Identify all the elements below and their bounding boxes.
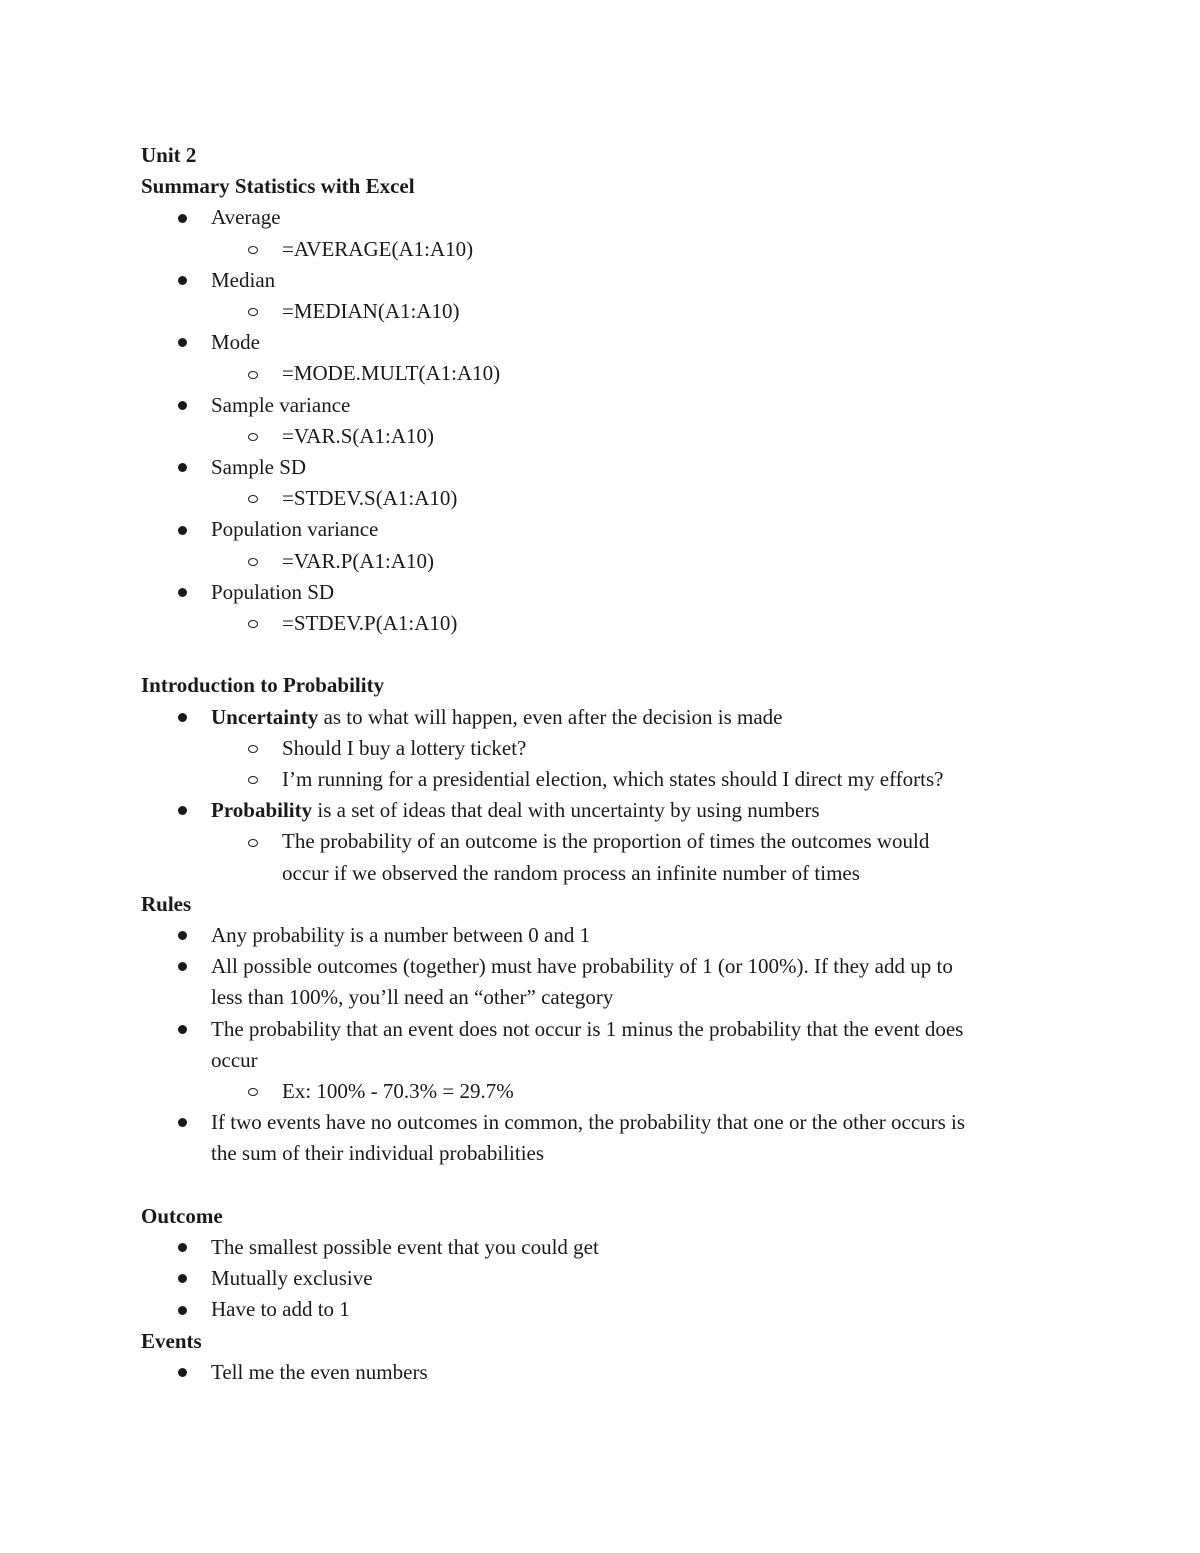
bullet-icon (178, 795, 187, 826)
sub-list-item: =STDEV.P(A1:A10) (141, 608, 1071, 639)
summary-stats-heading: Summary Statistics with Excel (141, 174, 415, 199)
bullet-icon (178, 1014, 187, 1045)
events-heading: Events (141, 1328, 202, 1353)
unit-title: Unit 2 (141, 143, 197, 167)
list-item: Population variance (141, 514, 1071, 545)
term-probability: Probability (211, 798, 313, 823)
list-item: Median (141, 265, 1071, 296)
hollow-bullet-icon (248, 608, 258, 639)
list-item: Probability is a set of ideas that deal with uncertainty by using numbers (141, 795, 1071, 826)
bullet-icon (178, 702, 187, 733)
bullet-icon (178, 514, 187, 545)
sub-list-item: Ex: 100% - 70.3% = 29.7% (141, 1076, 1071, 1107)
hollow-bullet-icon (248, 421, 258, 452)
sub-list-item: Should I buy a lottery ticket? (141, 733, 1071, 764)
bullet-icon (178, 1107, 187, 1138)
list-item: The smallest possible event that you could get (141, 1232, 1071, 1263)
bullet-icon (178, 577, 187, 608)
bullet-icon (178, 1263, 187, 1294)
sub-list-item: I’m running for a presidential election, which states should I direct my efforts? (141, 764, 1071, 795)
bullet-icon (178, 920, 187, 951)
list-item: All possible outcomes (together) must have probability of 1 (or 100%). If they add up to less than 100%, you’ll need an “other” category (141, 951, 1071, 1013)
sub-list-item: =STDEV.S(A1:A10) (141, 483, 1071, 514)
list-item: Sample variance (141, 390, 1071, 421)
hollow-bullet-icon (248, 483, 258, 514)
bullet-icon (178, 1357, 187, 1388)
hollow-bullet-icon (248, 358, 258, 389)
bullet-icon (178, 1232, 187, 1263)
list-item: Sample SD (141, 452, 1071, 483)
intro-heading: Introduction to Probability (141, 673, 385, 698)
list-item: Mode (141, 327, 1071, 358)
list-item: If two events have no outcomes in common, the probability that one or the other occurs is the sum of their individual probabilities (141, 1107, 1071, 1169)
rules-heading: Rules (141, 891, 192, 916)
bullet-icon (178, 390, 187, 421)
bullet-icon (178, 452, 187, 483)
document-body (141, 140, 1071, 1388)
term-uncertainty: Uncertainty (211, 704, 319, 729)
list-item: Mutually exclusive (141, 1263, 1071, 1294)
outcome-heading: Outcome (141, 1203, 223, 1228)
bullet-icon (178, 327, 187, 358)
bullet-icon (178, 951, 187, 982)
list-item: Population SD (141, 577, 1071, 608)
hollow-bullet-icon (248, 733, 258, 764)
bullet-icon (178, 1294, 187, 1325)
sub-list-item: =MODE.MULT(A1:A10) (141, 358, 1071, 389)
list-item: Any probability is a number between 0 and 1 (141, 920, 1071, 951)
hollow-bullet-icon (248, 546, 258, 577)
list-item: The probability that an event does not occur is 1 minus the probability that the event does occur (141, 1014, 1071, 1076)
list-item: Have to add to 1 (141, 1294, 1071, 1325)
list-item: Uncertainty as to what will happen, even after the decision is made (141, 702, 1071, 733)
list-item: Average (141, 202, 1071, 233)
hollow-bullet-icon (248, 234, 258, 265)
sub-list-item: =AVERAGE(A1:A10) (141, 234, 1071, 265)
spacer (141, 639, 1071, 670)
sub-list-item: The probability of an outcome is the proportion of times the outcomes would occur if we observed the random process an infinite number of times (141, 826, 1071, 888)
bullet-icon (178, 202, 187, 233)
hollow-bullet-icon (248, 826, 258, 857)
hollow-bullet-icon (248, 296, 258, 327)
sub-list-item: =MEDIAN(A1:A10) (141, 296, 1071, 327)
hollow-bullet-icon (248, 1076, 258, 1107)
hollow-bullet-icon (248, 764, 258, 795)
spacer (141, 1170, 1071, 1201)
list-item: Tell me the even numbers (141, 1357, 1071, 1388)
sub-list-item: =VAR.P(A1:A10) (141, 546, 1071, 577)
bullet-icon (178, 265, 187, 296)
sub-list-item: =VAR.S(A1:A10) (141, 421, 1071, 452)
